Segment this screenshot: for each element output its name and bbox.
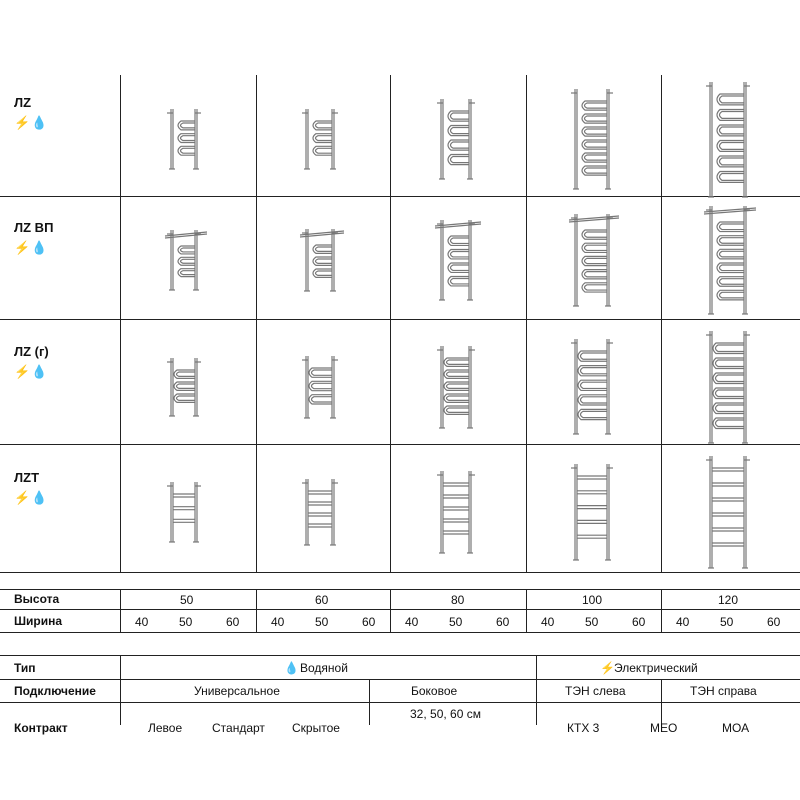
lightning-icon: ⚡ xyxy=(600,661,615,675)
connection-side: Боковое xyxy=(411,684,458,698)
model-label: ЛZ (г) xyxy=(14,344,49,359)
grid-line xyxy=(0,319,800,320)
cropped-row xyxy=(0,718,800,735)
width-value: 40 xyxy=(135,615,149,629)
cut-cell: КТХ 3 xyxy=(567,721,600,735)
power-water-icons: ⚡💧 xyxy=(14,240,49,255)
table-line xyxy=(536,655,537,725)
radiator-icon xyxy=(154,101,214,181)
connection-ten-left: ТЭН слева xyxy=(565,684,626,698)
radiator-icon xyxy=(154,222,214,302)
width-value: 60 xyxy=(226,615,240,629)
width-value: 40 xyxy=(541,615,555,629)
table-line xyxy=(390,589,391,632)
connection-ten-right: ТЭН справа xyxy=(690,684,757,698)
power-water-icons: ⚡💧 xyxy=(14,115,49,130)
width-value: 60 xyxy=(362,615,376,629)
connection-row-label: Подключение xyxy=(14,684,96,698)
power-water-icons: ⚡💧 xyxy=(14,364,49,379)
height-value: 60 xyxy=(315,593,329,607)
radiator-icon xyxy=(289,101,351,181)
radiator-icon xyxy=(558,331,626,446)
width-row-label: Ширина xyxy=(14,614,63,628)
grid-line xyxy=(661,75,662,572)
cut-cell: МОА xyxy=(722,721,750,735)
grid-line xyxy=(390,75,391,572)
radiator-icon xyxy=(289,471,351,557)
width-value: 40 xyxy=(405,615,419,629)
cut-row-label: Контракт xyxy=(14,721,68,735)
model-label: ЛZ xyxy=(14,95,32,110)
model-label: ЛZT xyxy=(14,470,40,485)
table-line xyxy=(256,589,257,632)
side-sizes: 32, 50, 60 см xyxy=(410,707,481,721)
table-line xyxy=(0,632,800,633)
height-value: 80 xyxy=(451,593,465,607)
grid-line xyxy=(120,75,121,572)
width-value: 50 xyxy=(720,615,734,629)
radiator-icon xyxy=(289,348,351,430)
height-value: 120 xyxy=(718,593,739,607)
radiator-icon xyxy=(558,81,626,201)
radiator-icon xyxy=(424,463,488,565)
height-value: 100 xyxy=(582,593,603,607)
radiator-icon xyxy=(693,198,763,326)
power-water-icons: ⚡💧 xyxy=(14,490,49,505)
water-drop-icon: 💧 xyxy=(284,661,299,675)
table-line xyxy=(661,589,662,632)
radiator-icon xyxy=(558,456,626,572)
connection-universal: Универсальное xyxy=(194,684,280,698)
grid-line xyxy=(0,444,800,445)
width-value: 60 xyxy=(767,615,781,629)
electric-type-label: Электрический xyxy=(614,661,698,675)
model-label: ЛZ ВП xyxy=(14,220,54,235)
grid-line xyxy=(0,196,800,197)
width-value: 50 xyxy=(585,615,599,629)
cut-cell: Левое xyxy=(148,721,183,735)
water-type-label: Водяной xyxy=(300,661,348,675)
table-line xyxy=(120,655,121,725)
radiator-icon xyxy=(693,448,763,580)
table-line xyxy=(526,589,527,632)
table-line xyxy=(120,589,121,632)
height-value: 50 xyxy=(180,593,194,607)
grid-line xyxy=(526,75,527,572)
radiator-icon xyxy=(154,350,214,428)
cut-cell: Стандарт xyxy=(212,721,265,735)
width-value: 40 xyxy=(676,615,690,629)
radiator-icon xyxy=(154,474,214,554)
width-value: 50 xyxy=(449,615,463,629)
radiator-icon xyxy=(424,91,488,191)
cut-cell: МЕО xyxy=(650,721,678,735)
width-value: 50 xyxy=(179,615,193,629)
width-value: 60 xyxy=(496,615,510,629)
type-row-label: Тип xyxy=(14,661,36,675)
radiator-icon xyxy=(558,206,626,318)
grid-line xyxy=(0,572,800,573)
width-value: 50 xyxy=(315,615,329,629)
radiator-icon xyxy=(693,323,763,455)
radiator-icon xyxy=(424,212,488,312)
grid-line xyxy=(256,75,257,572)
width-value: 40 xyxy=(271,615,285,629)
height-row-label: Высота xyxy=(14,592,60,606)
width-value: 60 xyxy=(632,615,646,629)
radiator-icon xyxy=(693,74,763,209)
cut-cell: Скрытое xyxy=(292,721,340,735)
radiator-icon xyxy=(289,221,351,303)
radiator-icon xyxy=(424,338,488,440)
